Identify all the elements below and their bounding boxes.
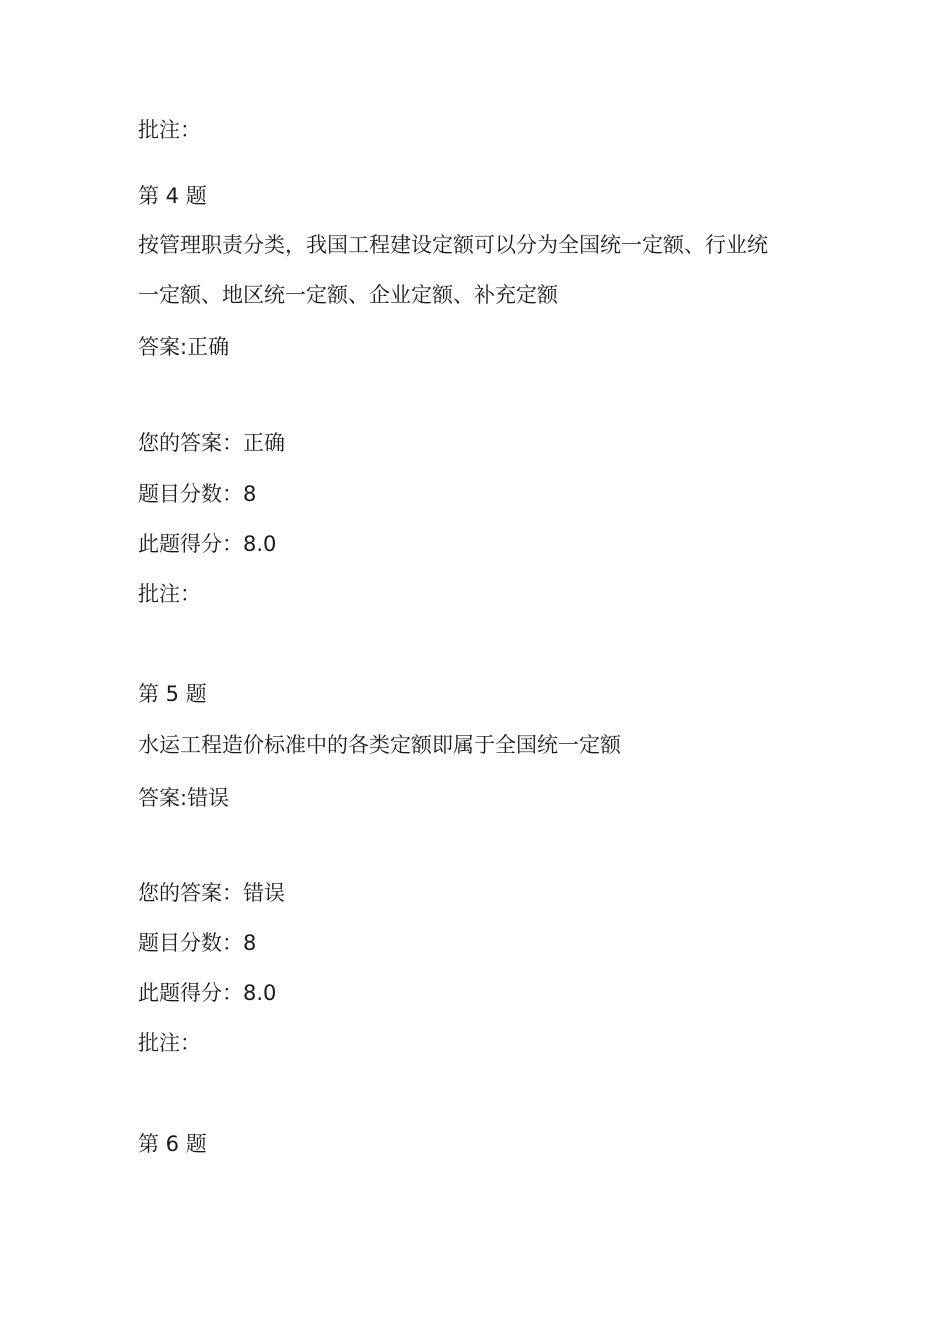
question-points: 题目分数：8 [138, 931, 257, 955]
correct-answer: 答案:错误 [138, 786, 230, 810]
question-text-line: 水运工程造价标准中的各类定额即属于全国统一定额 [138, 733, 621, 757]
question-points: 题目分数：8 [138, 482, 257, 506]
question-heading: 第 4 题 [138, 184, 207, 208]
your-answer: 您的答案：正确 [138, 431, 285, 455]
correct-answer: 答案:正确 [138, 335, 230, 359]
comment-label: 批注： [138, 582, 201, 606]
comment-label: 批注： [138, 118, 201, 142]
question-text-line: 一定额、地区统一定额、企业定额、补充定额 [138, 283, 558, 307]
question-score: 此题得分：8.0 [138, 532, 277, 556]
your-answer: 您的答案：错误 [138, 881, 285, 905]
question-heading: 第 6 题 [138, 1132, 207, 1156]
question-score: 此题得分：8.0 [138, 981, 277, 1005]
question-heading: 第 5 题 [138, 682, 207, 706]
question-text-line: 按管理职责分类，我国工程建设定额可以分为全国统一定额、行业统 [138, 233, 768, 257]
comment-label: 批注： [138, 1031, 201, 1055]
